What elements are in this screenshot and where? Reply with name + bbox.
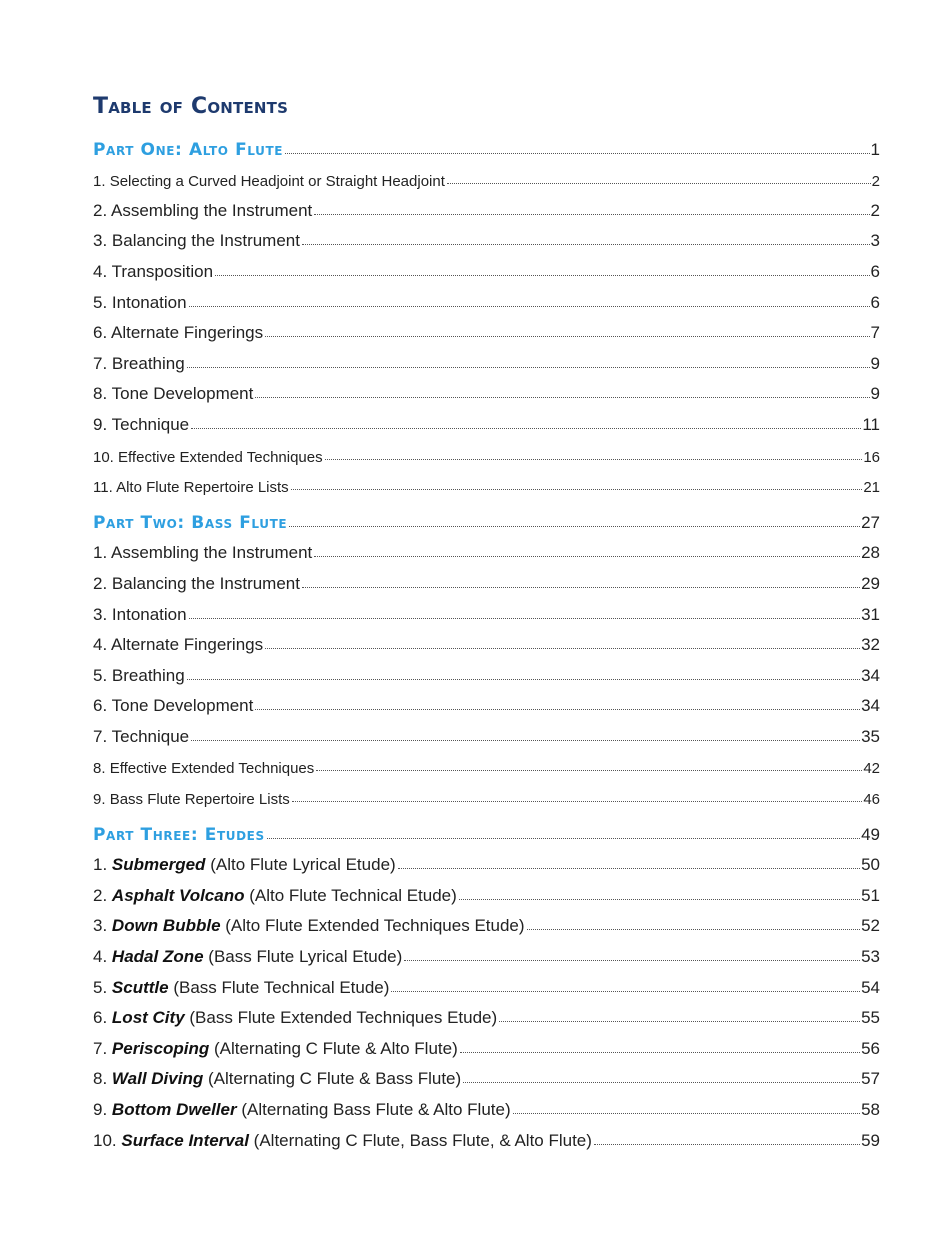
- part-heading[interactable]: [93, 814, 880, 845]
- toc-entry[interactable]: [93, 1120, 880, 1151]
- entry-number: 3.: [93, 231, 108, 251]
- page-number: 27: [861, 512, 880, 532]
- entry-label: [93, 323, 263, 343]
- toc-entry[interactable]: [93, 625, 880, 656]
- entry-text: Breathing: [111, 665, 185, 685]
- etude-title: Periscoping: [111, 1038, 210, 1058]
- entry-number: 4.: [93, 947, 108, 967]
- dot-leader: [302, 587, 860, 588]
- entry-text: (Alternating C Flute & Alto Flute): [213, 1038, 458, 1058]
- toc-entry[interactable]: [93, 221, 880, 252]
- entry-label: [93, 1131, 592, 1151]
- toc-entry[interactable]: [93, 251, 880, 282]
- page-number: 42: [863, 760, 880, 778]
- entry-label: [93, 1008, 497, 1028]
- entry-number: 11.: [93, 479, 113, 497]
- entry-label: [93, 479, 289, 496]
- page-number: 21: [863, 479, 880, 497]
- page-number: 9: [870, 353, 880, 373]
- toc-entry[interactable]: [93, 190, 880, 221]
- entry-text: Intonation: [111, 604, 187, 624]
- entry-text: Technique: [111, 726, 190, 746]
- entry-label: [93, 574, 300, 594]
- dot-leader: [292, 801, 863, 802]
- page-number: 55: [861, 1008, 880, 1028]
- entry-number: 4.: [93, 261, 108, 281]
- toc-section: [93, 814, 880, 1151]
- table-of-contents: [93, 129, 880, 1151]
- dot-leader: [513, 1113, 860, 1114]
- page-number: 52: [861, 916, 880, 936]
- etude-title: Down Bubble: [111, 916, 221, 936]
- toc-entry[interactable]: [93, 374, 880, 405]
- page-number: 2: [871, 173, 880, 191]
- entry-text: Balancing the Instrument: [111, 573, 300, 593]
- page-number: 58: [861, 1100, 880, 1119]
- entry-text: (Bass Flute Extended Techniques Etude): [189, 1008, 498, 1028]
- entry-label: [93, 1069, 461, 1089]
- dot-leader: [404, 960, 860, 961]
- toc-entry[interactable]: [93, 563, 880, 594]
- page-number: 2: [870, 200, 880, 220]
- entry-label: [93, 384, 253, 404]
- entry-number: 1.: [93, 855, 108, 875]
- dot-leader: [459, 899, 860, 900]
- entry-label: [93, 727, 189, 747]
- page-number: 59: [861, 1130, 880, 1150]
- toc-section: [93, 502, 880, 808]
- page-number: 56: [861, 1038, 880, 1058]
- toc-entry[interactable]: [93, 435, 880, 466]
- part-title: Part Three: Etudes: [93, 824, 265, 845]
- entry-number: 6.: [93, 696, 108, 716]
- dot-leader: [302, 244, 870, 245]
- dot-leader: [594, 1144, 860, 1145]
- toc-entry[interactable]: [93, 343, 880, 374]
- etude-title: Lost City: [111, 1008, 185, 1028]
- entry-text: (Alto Flute Extended Techniques Etude): [225, 916, 525, 936]
- page-number: 28: [861, 543, 880, 563]
- page-number: 34: [861, 665, 880, 685]
- dot-leader: [289, 526, 860, 527]
- toc-entry[interactable]: [93, 313, 880, 344]
- toc-entry[interactable]: [93, 1028, 880, 1059]
- dot-leader: [189, 306, 870, 307]
- toc-entry[interactable]: [93, 906, 880, 937]
- entry-label: [93, 696, 253, 716]
- entry-number: 4.: [93, 635, 108, 655]
- entry-label: [93, 1100, 511, 1120]
- entry-label: [93, 262, 213, 282]
- entry-text: (Bass Flute Lyrical Etude): [208, 947, 403, 967]
- toc-entry[interactable]: [93, 875, 880, 906]
- dot-leader: [291, 489, 863, 490]
- entry-number: 3.: [93, 916, 108, 936]
- page-number: 53: [861, 947, 880, 967]
- dot-leader: [265, 336, 869, 337]
- page-number: 7: [870, 323, 880, 343]
- part-title: Part One: Alto Flute: [93, 139, 284, 160]
- entry-text: Transposition: [111, 261, 214, 281]
- dot-leader: [499, 1021, 860, 1022]
- entry-text: Assembling the Instrument: [110, 200, 313, 220]
- dot-leader: [325, 459, 863, 460]
- dot-leader: [316, 770, 862, 771]
- entry-number: 1.: [93, 173, 106, 191]
- entry-number: 2.: [93, 573, 108, 593]
- entry-text: Effective Extended Techniques: [109, 760, 315, 778]
- entry-label: [93, 173, 445, 190]
- entry-label: [93, 666, 185, 686]
- entry-number: 5.: [93, 665, 108, 685]
- toc-entry[interactable]: [93, 1059, 880, 1090]
- entry-label: [93, 978, 389, 998]
- etude-title: Scuttle: [111, 977, 169, 997]
- toc-entry[interactable]: [93, 998, 880, 1029]
- entry-text: Alternate Fingerings: [110, 323, 264, 343]
- page-number: 9: [870, 384, 880, 404]
- page-number: 29: [861, 573, 880, 593]
- toc-entry[interactable]: [93, 686, 880, 717]
- dot-leader: [314, 556, 860, 557]
- etude-title: Bottom Dweller: [111, 1100, 237, 1119]
- entry-text: Bass Flute Repertoire Lists: [109, 791, 290, 809]
- entry-text: Breathing: [111, 353, 185, 373]
- entry-text: (Alto Flute Lyrical Etude): [210, 855, 396, 875]
- dot-leader: [215, 275, 870, 276]
- entry-text: (Alternating Bass Flute & Alto Flute): [241, 1100, 511, 1119]
- toc-entry[interactable]: [93, 282, 880, 313]
- entry-number: 3.: [93, 604, 108, 624]
- toc-entry[interactable]: [93, 1089, 880, 1120]
- page-number: 6: [870, 261, 880, 281]
- entry-label: [93, 543, 312, 563]
- dot-leader: [265, 648, 860, 649]
- entry-number: 10.: [93, 448, 114, 466]
- dot-leader: [187, 679, 860, 680]
- entry-label: [93, 855, 396, 875]
- page-number: 57: [861, 1069, 880, 1089]
- toc-entry[interactable]: [93, 533, 880, 564]
- entry-number: 8.: [93, 1069, 108, 1089]
- entry-text: (Alternating C Flute, Bass Flute, & Alto Flute): [253, 1130, 592, 1150]
- entry-number: 2.: [93, 885, 108, 905]
- entry-label: [93, 635, 263, 655]
- toc-entry[interactable]: [93, 655, 880, 686]
- page-number: 6: [870, 292, 880, 312]
- etude-title: Hadal Zone: [111, 947, 204, 967]
- entry-text: Alto Flute Repertoire Lists: [116, 479, 289, 497]
- entry-number: 7.: [93, 353, 108, 373]
- part-heading[interactable]: [93, 502, 880, 533]
- toc-entry[interactable]: [93, 747, 880, 778]
- page-number: 54: [861, 977, 880, 997]
- toc-entry[interactable]: [93, 936, 880, 967]
- part-heading[interactable]: [93, 129, 880, 160]
- dot-leader: [527, 929, 861, 930]
- entry-text: (Bass Flute Technical Etude): [173, 977, 390, 997]
- page-number: 16: [863, 448, 880, 466]
- dot-leader: [463, 1082, 860, 1083]
- entry-text: Balancing the Instrument: [111, 231, 300, 251]
- entry-label: [93, 1039, 458, 1059]
- entry-label: [93, 760, 314, 777]
- etude-title: Asphalt Volcano: [111, 885, 245, 905]
- entry-number: 1.: [93, 543, 108, 563]
- toc-section: [93, 129, 880, 496]
- toc-entry[interactable]: [93, 160, 880, 191]
- entry-text: (Alto Flute Technical Etude): [249, 885, 457, 905]
- entry-text: Effective Extended Techniques: [118, 448, 323, 466]
- page-number: 46: [863, 791, 880, 809]
- entry-number: 5.: [93, 292, 108, 312]
- page-title: Table of Contents: [93, 94, 289, 119]
- entry-text: Alternate Fingerings: [110, 635, 264, 655]
- entry-number: 9.: [93, 791, 106, 809]
- entry-text: Tone Development: [111, 696, 254, 716]
- entry-label: [93, 605, 187, 625]
- dot-leader: [191, 740, 860, 741]
- entry-text: Tone Development: [111, 384, 254, 404]
- entry-number: 6.: [93, 323, 108, 343]
- page-number: 1: [870, 139, 880, 159]
- etude-title: Wall Diving: [111, 1069, 204, 1089]
- toc-entry[interactable]: [93, 716, 880, 747]
- entry-number: 2.: [93, 200, 108, 220]
- page-number: 3: [870, 231, 880, 251]
- entry-label: [93, 886, 457, 906]
- dot-leader: [255, 709, 860, 710]
- dot-leader: [398, 868, 860, 869]
- entry-label: [93, 415, 189, 435]
- toc-entry[interactable]: [93, 967, 880, 998]
- entry-number: 6.: [93, 1008, 108, 1028]
- page-number: 50: [861, 855, 880, 875]
- page-number: 32: [861, 635, 880, 655]
- page-number: 49: [861, 824, 880, 844]
- entry-label: [93, 791, 290, 808]
- entry-number: 9.: [93, 1100, 108, 1119]
- entry-number: 8.: [93, 384, 108, 404]
- dot-leader: [189, 618, 860, 619]
- entry-text: Technique: [111, 414, 190, 434]
- entry-label: [93, 354, 185, 374]
- entry-label: [93, 293, 187, 313]
- page-number: 31: [861, 604, 880, 624]
- dot-leader: [460, 1052, 860, 1053]
- dot-leader: [285, 153, 869, 154]
- entry-number: 10.: [93, 1130, 117, 1150]
- entry-number: 7.: [93, 726, 108, 746]
- etude-title: Submerged: [111, 855, 206, 875]
- entry-number: 5.: [93, 977, 108, 997]
- toc-entry[interactable]: [93, 845, 880, 876]
- entry-label: [93, 947, 402, 967]
- etude-title: Surface Interval: [121, 1130, 249, 1150]
- entry-number: 9.: [93, 414, 108, 434]
- entry-text: Assembling the Instrument: [110, 543, 313, 563]
- toc-entry[interactable]: [93, 404, 880, 435]
- entry-text: (Alternating C Flute & Bass Flute): [207, 1069, 462, 1089]
- page-number: 51: [861, 885, 880, 905]
- toc-entry[interactable]: [93, 594, 880, 625]
- entry-text: Intonation: [111, 292, 187, 312]
- dot-leader: [447, 183, 871, 184]
- dot-leader: [391, 991, 860, 992]
- toc-entry[interactable]: [93, 777, 880, 808]
- entry-number: 7.: [93, 1038, 108, 1058]
- entry-label: [93, 916, 525, 936]
- dot-leader: [267, 838, 860, 839]
- dot-leader: [314, 214, 869, 215]
- entry-number: 8.: [93, 760, 106, 778]
- entry-text: Selecting a Curved Headjoint or Straight Headjoint: [109, 173, 445, 191]
- dot-leader: [191, 428, 861, 429]
- entry-label: [93, 449, 323, 466]
- page-number: 35: [861, 726, 880, 746]
- entry-label: [93, 201, 312, 221]
- entry-label: [93, 231, 300, 251]
- part-title: Part Two: Bass Flute: [93, 512, 288, 533]
- page-number: 34: [861, 696, 880, 716]
- page-number: 11: [862, 414, 880, 434]
- dot-leader: [187, 367, 870, 368]
- toc-entry[interactable]: [93, 466, 880, 497]
- dot-leader: [255, 397, 869, 398]
